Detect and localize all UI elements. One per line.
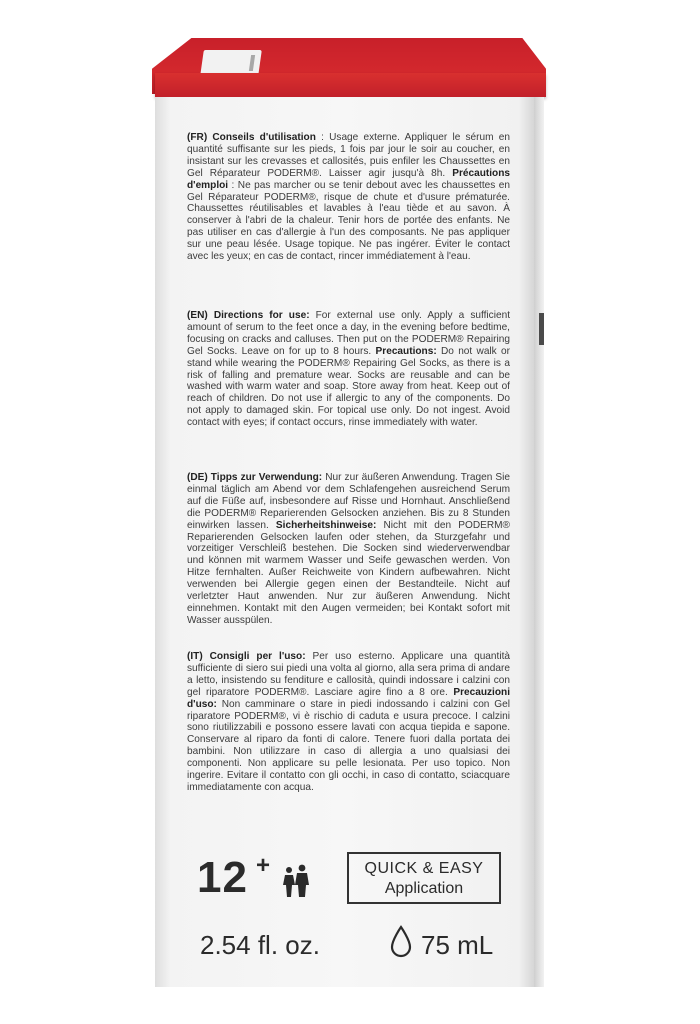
- instructions-de-body: Nur zur äußeren Anwendung. Tragen Sie einmal täglich am Abend vor dem Schlafengehen ausreichend Serum auf die Füße auf, insbesondere auf Risse und Hornhaut. Anschließend die PODERM® Reparierenden Gelsocken anziehen. Bis zu 8 Stunden einwirken lassen.: [187, 472, 510, 531]
- precautions-fr-heading: Précautions d'emploi: [187, 167, 510, 191]
- precautions-en-body: Do not walk or stand while wearing the PODERM® Repairing Gel Socks, as there is a risk of falling and premature wear. Socks are reusable and can be washed with warm water and soap. Store away from heat. Keep out of reach of children. Do not use if allergic to any of the components. Do not apply to damaged skin. For topical use only. Do not ingest. Avoid contact with eyes; if contact occurs, rinse immediately with water.: [187, 345, 510, 429]
- precautions-it-heading: Precauzioni d'uso:: [187, 686, 510, 710]
- family-icon: [280, 864, 310, 898]
- instructions-de: [187, 472, 510, 627]
- instructions-en-body: For external use only. Apply a sufficient amount of serum to the feet once a day, in the evening before bedtime, focusing on cracks and calluses. Then put on the PODERM® Repairing Gel Socks. Leave on for up to 8 hours.: [187, 310, 510, 357]
- precautions-de-heading: Sicherheitshinweise:: [275, 519, 377, 531]
- age-rating-plus: +: [256, 852, 271, 879]
- instructions-en-heading: (EN) Directions for use:: [187, 310, 310, 321]
- badge-line-1: QUICK & EASY: [364, 860, 484, 877]
- instructions-fr-body: : Usage externe. Appliquer le sérum en quantité suffisante sur les pieds, 1 fois par jour le soir au coucher, en insistant sur les crevasses et callosités, puis enfiler les Chaussettes en Gel Réparateur PODERM®. Laisser agir jusqu'à 8h.: [187, 132, 510, 179]
- quick-easy-badge: [347, 852, 501, 904]
- precautions-fr-body: : Ne pas marcher ou se tenir debout avec les chaussettes en Gel Réparateur PODERM®, risque de chute et d'usure prématurée. Chaussettes réutilisables et lavables à l'eau tiède et au savon. À conserver à l'abri de la chaleur. Tenir hors de portée des enfants. Ne pas utiliser en cas d'allergie à l'un des composants. Ne pas appliquer sur une peau lésée. Usage topique. Ne pas ingérer. Éviter le contact avec les yeux; en cas de contact, rincer immédiatement à l'eau.: [187, 179, 510, 263]
- instructions-fr-heading: (FR) Conseils d'utilisation: [187, 132, 316, 143]
- instructions-it: [187, 651, 510, 794]
- drop-icon: [389, 925, 413, 959]
- precautions-de-body: Nicht mit den PODERM® Reparierenden Gelsocken laufen oder stehen, da Sturzgefahr und vorzeitiger Verschleiß bestehen. Die Socken sind wiederverwendbar und können mit warmem Wasser und Seife gewaschen werden. Von Hitze fernhalten. Außer Reichweite von Kindern aufbewahren. Nicht verwenden bei Allergie gegen einen der Bestandteile. Nicht auf verletzter Haut anwenden. Nur zur äußeren Anwendung. Nicht einnehmen. Kontakt mit den Augen vermeiden; bei Kontakt sofort mit Wasser ausspülen.: [187, 519, 510, 626]
- age-rating: 12: [197, 853, 248, 902]
- instructions-en: [187, 310, 510, 429]
- box-lid-front: [155, 73, 546, 97]
- instructions-de-heading: (DE) Tipps zur Verwendung:: [187, 472, 323, 483]
- instructions-it-heading: (IT) Consigli per l'uso:: [187, 651, 306, 662]
- volume-fluid-ounces: 2.54 fl. oz.: [200, 930, 320, 960]
- instructions-fr: [187, 132, 510, 263]
- precautions-it-body: Non camminare o stare in piedi indossando i calzini con Gel riparatore PODERM®, vi è rischio di caduta e usura precoce. I calzini sono riutilizzabili e possono essere lavati con acqua tiepida e sapone. Conservare al riparo da fonti di calore. Tenere fuori dalla portata dei bambini. Non utilizzare in caso di allergia a uno qualsiasi dei componenti. Non applicare su pelle lesionata. Per uso topico. Non ingerire. Evitare il contatto con gli occhi, in caso di contatto, sciacquare immediatamente con acqua.: [187, 698, 510, 793]
- badge-line-2: Application: [384, 880, 464, 897]
- precautions-en-heading: Precautions:: [375, 345, 437, 357]
- instructions-it-body: Per uso esterno. Applicare una quantità sufficiente di siero sui piedi una volta al giorno, alla sera prima di andare a letto, insistendo su fenditure e callosità, quindi indossare i calzini con gel riparatore PODERM®. Lasciare agire fino a 8 ore.: [187, 651, 510, 698]
- box-side-mark: [539, 313, 544, 345]
- box-edge-shadow: [534, 97, 544, 987]
- volume-millilitres: 75 mL: [421, 930, 494, 960]
